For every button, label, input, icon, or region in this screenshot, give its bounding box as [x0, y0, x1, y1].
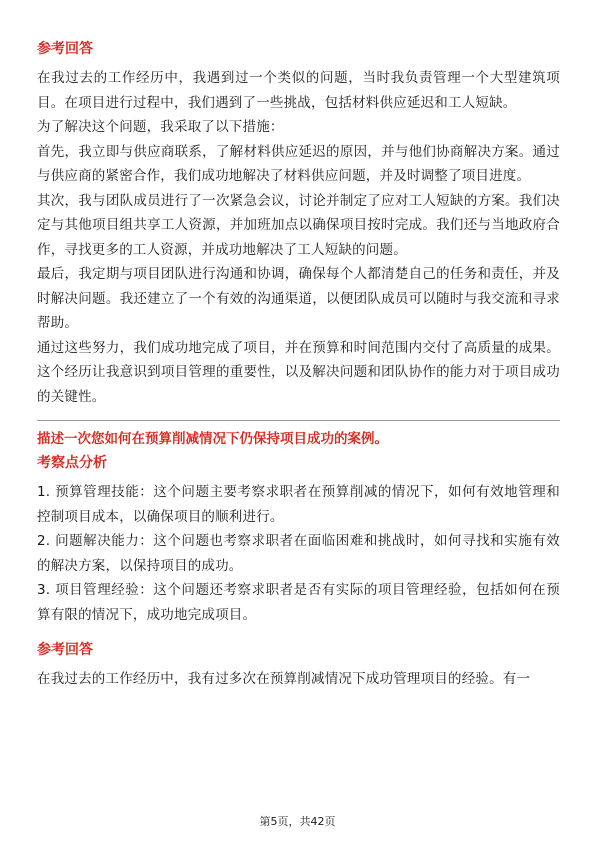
answer-paragraph-5: 最后，我定期与项目团队进行沟通和协调，确保每个人都清楚自己的任务和责任，并及时解决问题。我还建立了一个有效的沟通渠道，以便团队成员可以随时与我交流和寻求帮助。 [37, 266, 560, 331]
analysis-item-3: 3. 项目管理经验：这个问题还考察求职者是否有实际的项目管理经验，包括如何在预算有限的情况下，成功地完成项目。 [37, 582, 560, 623]
answer-paragraph-1: 在我过去的工作经历中，我遇到过一个类似的问题，当时我负责管理一个大型建筑项目。在项目进行过程中，我们遇到了一些挑战，包括材料供应延迟和工人短缺。 [37, 70, 560, 111]
answer2-paragraph-1: 在我过去的工作经历中，我有过多次在预算削减情况下成功管理项目的经验。有一 [37, 671, 531, 687]
page-number-footer: 第5页，共42页 [259, 815, 336, 828]
reference-answer-heading-2: 参考回答 [37, 642, 93, 658]
section-divider [37, 420, 560, 421]
answer-paragraph-2: 为了解决这个问题，我采取了以下措施： [37, 119, 284, 135]
analysis-item-1: 1. 预算管理技能：这个问题主要考察求职者在预算削减的情况下，如何有效地管理和控制项目成本，以确保项目的顺利进行。 [37, 484, 560, 525]
page-content [37, 38, 560, 692]
reference-answer-heading: 参考回答 [37, 41, 93, 57]
analysis-heading: 考察点分析 [37, 455, 107, 471]
analysis-item-2: 2. 问题解决能力：这个问题也考察求职者在面临困难和挑战时，如何寻找和实施有效的解决方案，以保持项目的成功。 [37, 533, 560, 574]
answer-paragraph-4: 其次，我与团队成员进行了一次紧急会议，讨论并制定了应对工人短缺的方案。我们决定与其他项目组共享工人资源，并加班加点以确保项目按时完成。我们还与当地政府合作，寻找更多的工人资源，并成功地解决了工人短缺的问题。 [37, 192, 560, 258]
interview-question: 描述一次您如何在预算削减情况下仍保持项目成功的案例。 [37, 431, 388, 447]
answer-paragraph-3: 首先，我立即与供应商联系，了解材料供应延迟的原因，并与他们协商解决方案。通过与供应商的紧密合作，我们成功地解决了材料供应问题，并及时调整了项目进度。 [37, 143, 560, 184]
answer-paragraph-6: 通过这些努力，我们成功地完成了项目，并在预算和时间范围内交付了高质量的成果。这个经历让我意识到项目管理的重要性，以及解决问题和团队协作的能力对于项目成功的关键性。 [37, 339, 560, 405]
